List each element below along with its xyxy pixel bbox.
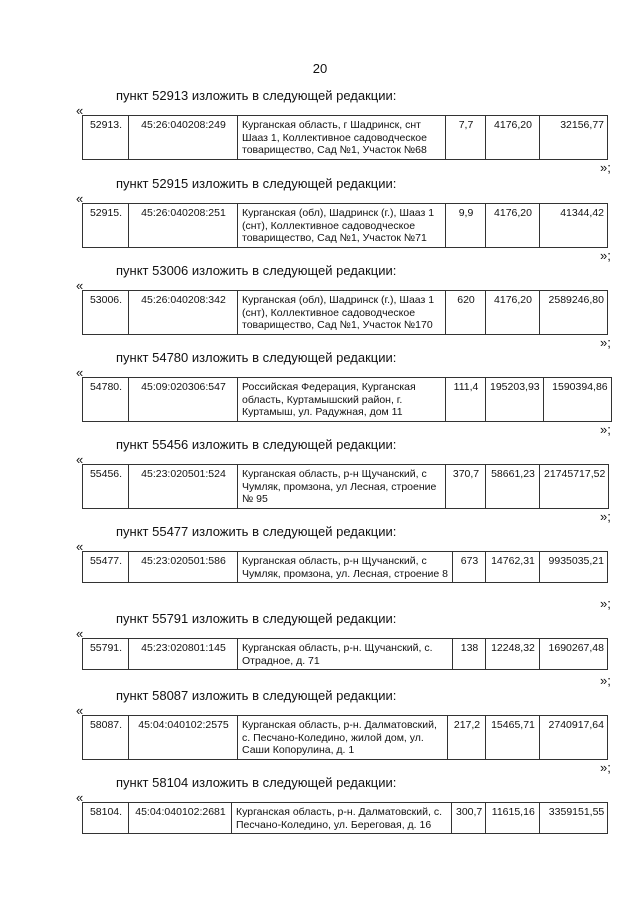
unit-price: 58661,23 bbox=[486, 465, 540, 509]
close-quote: »; bbox=[600, 596, 611, 611]
address: Курганская область, г Шадринск, снт Шааз 1, Коллективное садоводческое товарищество, Сад №1, Участок №68 bbox=[238, 116, 446, 160]
property-table bbox=[82, 203, 608, 248]
table-row bbox=[83, 716, 608, 760]
table-row bbox=[83, 204, 608, 248]
cadastral-number: 45:23:020501:586 bbox=[129, 552, 238, 583]
area: 111,4 bbox=[446, 378, 486, 422]
page-number: 20 bbox=[312, 61, 328, 76]
property-table bbox=[82, 115, 608, 160]
unit-price: 14762,31 bbox=[486, 552, 540, 583]
table-row bbox=[83, 465, 609, 509]
unit-price: 195203,93 bbox=[486, 378, 544, 422]
area: 138 bbox=[453, 639, 486, 670]
row-number: 58104. bbox=[83, 803, 129, 834]
address: Курганская область, р-н Щучанский, с Чумляк, промзона, ул. Лесная, строение 8 bbox=[238, 552, 453, 583]
table-row bbox=[83, 552, 608, 583]
close-quote: »; bbox=[600, 422, 611, 437]
address: Курганская область, р-н. Далматовский, с. Песчано-Коледино, жилой дом, ул. Саши Копорулина, д. 1 bbox=[238, 716, 448, 760]
open-quote: « bbox=[76, 539, 84, 554]
row-number: 55456. bbox=[83, 465, 129, 509]
cadastral-number: 45:26:040208:251 bbox=[129, 204, 238, 248]
unit-price: 11615,16 bbox=[486, 803, 540, 834]
unit-price: 15465,71 bbox=[486, 716, 540, 760]
amendment-heading: пункт 58087 изложить в следующей редакции: bbox=[116, 688, 397, 703]
open-quote: « bbox=[76, 191, 84, 206]
property-table bbox=[82, 715, 608, 760]
cadastral-number: 45:04:040102:2575 bbox=[129, 716, 238, 760]
cadastral-number: 45:26:040208:249 bbox=[129, 116, 238, 160]
table-row bbox=[83, 291, 608, 335]
area: 9,9 bbox=[446, 204, 486, 248]
close-quote: »; bbox=[600, 248, 611, 263]
close-quote: »; bbox=[600, 673, 611, 688]
area: 217,2 bbox=[448, 716, 486, 760]
cadastral-value: 1690267,48 bbox=[540, 639, 608, 670]
amendment-heading: пункт 53006 изложить в следующей редакции: bbox=[116, 263, 397, 278]
address: Курганская (обл), Шадринск (г.), Шааз 1 (снт), Коллективное садоводческое товарищество, Сад №1, Участок №170 bbox=[238, 291, 446, 335]
address: Курганская область, р-н. Далматовский, с. Песчано-Коледино, ул. Береговая, д. 16 bbox=[232, 803, 452, 834]
area: 673 bbox=[453, 552, 486, 583]
address: Российская Федерация, Курганская область, Куртамышский район, г. Куртамыш, ул. Радужная, дом 11 bbox=[238, 378, 446, 422]
unit-price: 4176,20 bbox=[486, 204, 540, 248]
open-quote: « bbox=[76, 703, 84, 718]
cadastral-value: 21745717,52 bbox=[540, 465, 609, 509]
cadastral-number: 45:23:020801:145 bbox=[129, 639, 238, 670]
amendment-heading: пункт 55791 изложить в следующей редакции: bbox=[116, 611, 397, 626]
open-quote: « bbox=[76, 790, 84, 805]
cadastral-value: 1590394,86 bbox=[543, 378, 611, 422]
amendment-heading: пункт 58104 изложить в следующей редакции: bbox=[116, 775, 397, 790]
row-number: 53006. bbox=[83, 291, 129, 335]
open-quote: « bbox=[76, 365, 84, 380]
cadastral-number: 45:23:020501:524 bbox=[129, 465, 238, 509]
unit-price: 4176,20 bbox=[486, 291, 540, 335]
area: 300,7 bbox=[452, 803, 486, 834]
property-table bbox=[82, 551, 608, 583]
table-row bbox=[83, 116, 608, 160]
property-table bbox=[82, 290, 608, 335]
close-quote: »; bbox=[600, 509, 611, 524]
cadastral-value: 9935035,21 bbox=[540, 552, 608, 583]
address: Курганская (обл), Шадринск (г.), Шааз 1 (снт), Коллективное садоводческое товарищество, Сад №1, Участок №71 bbox=[238, 204, 446, 248]
row-number: 55791. bbox=[83, 639, 129, 670]
amendment-heading: пункт 52915 изложить в следующей редакции: bbox=[116, 176, 397, 191]
open-quote: « bbox=[76, 626, 84, 641]
close-quote: »; bbox=[600, 160, 611, 175]
cadastral-value: 2589246,80 bbox=[540, 291, 608, 335]
row-number: 52913. bbox=[83, 116, 129, 160]
table-row bbox=[83, 803, 608, 834]
unit-price: 4176,20 bbox=[486, 116, 540, 160]
open-quote: « bbox=[76, 278, 84, 293]
row-number: 54780. bbox=[83, 378, 129, 422]
cadastral-value: 2740917,64 bbox=[540, 716, 608, 760]
cadastral-number: 45:26:040208:342 bbox=[129, 291, 238, 335]
property-table bbox=[82, 802, 608, 834]
address: Курганская область, р-н. Щучанский, с. Отрадное, д. 71 bbox=[238, 639, 453, 670]
unit-price: 12248,32 bbox=[486, 639, 540, 670]
cadastral-number: 45:04:040102:2681 bbox=[129, 803, 232, 834]
row-number: 55477. bbox=[83, 552, 129, 583]
row-number: 58087. bbox=[83, 716, 129, 760]
address: Курганская область, р-н Щучанский, с Чумляк, промзона, ул Лесная, строение № 95 bbox=[238, 465, 446, 509]
area: 620 bbox=[446, 291, 486, 335]
amendment-heading: пункт 55477 изложить в следующей редакции: bbox=[116, 524, 397, 539]
open-quote: « bbox=[76, 452, 84, 467]
open-quote: « bbox=[76, 103, 84, 118]
amendment-heading: пункт 55456 изложить в следующей редакции: bbox=[116, 437, 397, 452]
cadastral-value: 41344,42 bbox=[540, 204, 608, 248]
table-row bbox=[83, 378, 612, 422]
cadastral-number: 45:09:020306:547 bbox=[129, 378, 238, 422]
close-quote: »; bbox=[600, 335, 611, 350]
property-table bbox=[82, 377, 612, 422]
area: 370,7 bbox=[446, 465, 486, 509]
amendment-heading: пункт 54780 изложить в следующей редакции: bbox=[116, 350, 397, 365]
close-quote: »; bbox=[600, 760, 611, 775]
amendment-heading: пункт 52913 изложить в следующей редакции: bbox=[116, 88, 397, 103]
cadastral-value: 32156,77 bbox=[540, 116, 608, 160]
cadastral-value: 3359151,55 bbox=[540, 803, 608, 834]
property-table bbox=[82, 464, 609, 509]
property-table bbox=[82, 638, 608, 670]
table-row bbox=[83, 639, 608, 670]
row-number: 52915. bbox=[83, 204, 129, 248]
area: 7,7 bbox=[446, 116, 486, 160]
